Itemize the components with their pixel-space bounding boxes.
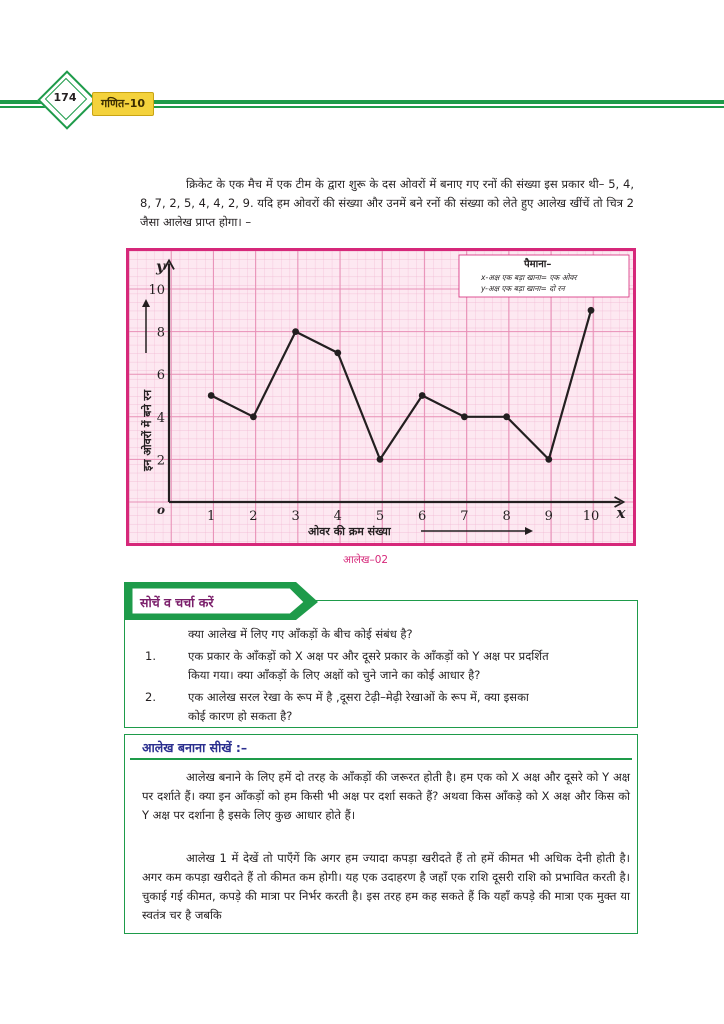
question-1-line-1: एक प्रकार के आँकड़ों को X अक्ष पर और दूसरे प्रकार के आँकड़ों को Y अक्ष पर प्रदर्शित: [188, 649, 549, 663]
learn-paragraph-2: आलेख 1 में देखें तो पाएँगें कि अगर हम ज्यादा कपड़ा खरीदते हैं तो हमें कीमत भी अधिक देनी होती है। अगर कम कपड़ा खरीदते हैं तो कीमत कम होगी। यह एक उदाहरण है जहाँ एक राशि दूसरी राशि को प्रभावित करती है। चुकाई गई कीमत, कपड़े की मात्रा पर निर्भर करती है। इस तरह हम कह सकते हैं कि यहाँ कपड़े की मात्रा एक मुक्त या स्वतंत्र चर है जबकि: [142, 851, 630, 922]
header-rule-right: [152, 100, 724, 104]
x-tick-label: 2: [249, 509, 258, 524]
x-axis-label: ओवर की क्रम संख्या: [308, 525, 391, 538]
y-tick-label: 8: [156, 325, 165, 341]
data-point: [461, 413, 468, 420]
x-axis-letter: x: [616, 504, 626, 522]
learn-paragraph-1: आलेख बनाने के लिए हमें दो तरह के आँकड़ों की जरूरत होती है। हम एक को X अक्ष और दूसरे को Y अक्ष पर दर्शाते हैं। क्या इन आँकड़ों को हम किसी भी अक्ष पर दर्शा सकते हैं? अथवा किस आँकड़े को X अक्ष और किस को Y अक्ष पर दर्शाना है इसके लिए कुछ आधार होते हैं।: [142, 770, 630, 822]
data-point: [545, 456, 552, 463]
scale-x-line: x-अक्ष एक बड़ा खाना= एक ओवर: [481, 273, 577, 282]
x-tick-label: 1: [207, 509, 216, 524]
discussion-question: क्या आलेख में लिए गए आँकड़ों के बीच कोई संबंध है?: [188, 627, 413, 641]
scale-y-line: y-अक्ष एक बड़ा खाना= दो रन: [481, 284, 565, 293]
question-1-number: 1.: [145, 649, 156, 663]
page-number: 174: [53, 91, 77, 104]
header-rule-left-thin: [0, 106, 48, 108]
x-tick-label: 8: [502, 509, 511, 524]
y-tick-label: 6: [156, 368, 165, 384]
data-point: [419, 392, 426, 399]
x-tick-label: 6: [418, 509, 427, 524]
discussion-title: सोचें व चर्चा करें: [140, 595, 214, 610]
question-2-line-1: एक आलेख सरल रेखा के रूप में है ,दूसरा टेढ़ी–मेढ़ी रेखाओं के रूप में, क्या इसका: [188, 690, 529, 704]
data-point: [503, 413, 510, 420]
chart-caption: आलेख–02: [343, 554, 389, 566]
x-tick-label: 3: [291, 509, 300, 524]
scale-title: पैमाना–: [524, 259, 552, 270]
y-tick-label: 4: [156, 410, 165, 426]
x-tick-label: 5: [375, 509, 385, 524]
y-axis-letter: y: [156, 257, 165, 276]
question-2-number: 2.: [145, 690, 156, 704]
question-2-line-2: कोई कारण हो सकता है?: [188, 709, 293, 723]
learn-title: आलेख बनाना सीखें :–: [142, 740, 248, 755]
data-point: [377, 456, 384, 463]
intro-paragraph: क्रिकेट के एक मैच में एक टीम के द्वारा शुरू के दस ओवरों में बनाए गए रनों की संख्या इस प्रकार थी– 5, 4, 8, 7, 2, 5, 4, 4, 2, 9. यदि हम ओवरों की संख्या और उनमें बने रनों की संख्या को लेते हुए आलेख खींचें तो चित्र 2 जैसा आलेख प्राप्त होगा। –: [140, 177, 634, 229]
data-point: [292, 328, 299, 335]
x-tick-label: 10: [582, 509, 600, 524]
y-tick-label: 10: [148, 283, 165, 298]
learn-title-rule: [130, 758, 632, 760]
header-rule-right-thin: [152, 106, 724, 108]
subject-tab: [92, 92, 154, 116]
data-point: [208, 392, 215, 399]
y-axis-label: इन ओवरों में बने रन: [141, 389, 154, 471]
data-point: [588, 307, 595, 314]
data-point: [250, 413, 257, 420]
x-tick-label: 7: [460, 509, 469, 524]
subject-label: गणित–10: [100, 97, 146, 110]
question-1-line-2: किया गया। क्या आँकड़ों के लिए अक्षों को चुने जाने का कोई आधार है?: [188, 668, 481, 682]
line-chart: [129, 251, 633, 543]
origin-label: o: [157, 503, 166, 517]
data-point: [334, 350, 341, 357]
y-tick-label: 2: [156, 453, 165, 469]
x-tick-label: 9: [544, 509, 553, 524]
x-tick-label: 4: [333, 509, 342, 524]
